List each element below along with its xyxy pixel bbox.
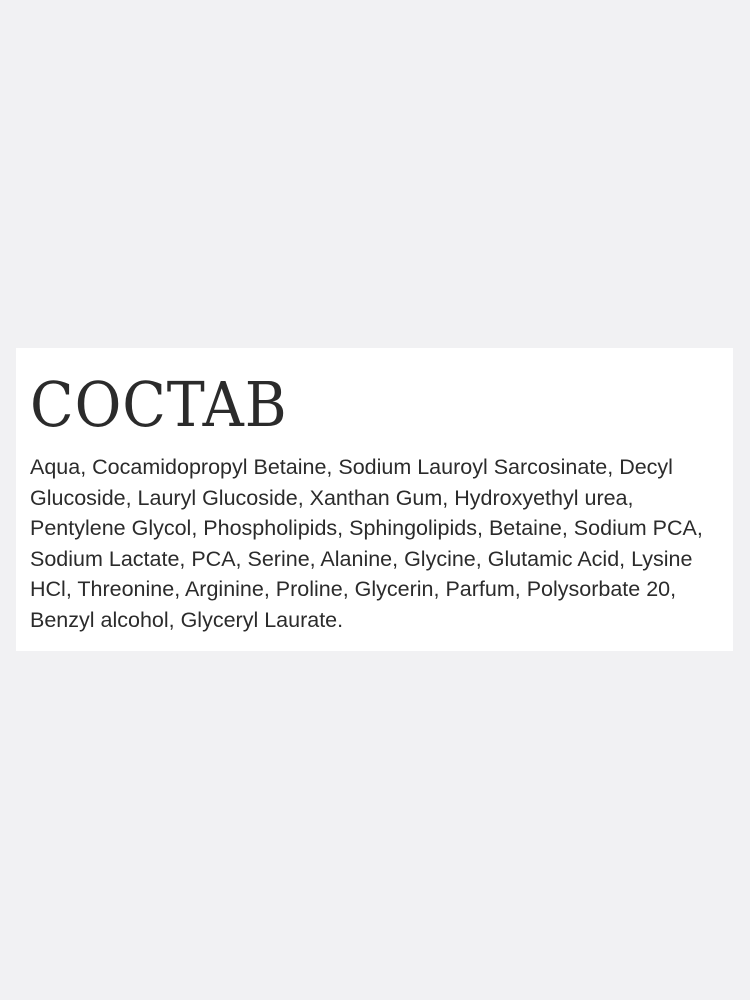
ingredients-line-3: Pentylene Glycol, Phospholipids, Sphingolipids, Betaine, Sodium PCA,	[30, 516, 703, 540]
ingredients-line-4: Sodium Lactate, PCA, Serine, Alanine, Glycine, Glutamic Acid, Lysine	[30, 546, 693, 571]
ingredients-line-2: Glucoside, Lauryl Glucoside, Xanthan Gum, Hydroxyethyl urea,	[30, 485, 634, 510]
ingredients-card	[16, 348, 733, 651]
ingredients-line-6: Benzyl alcohol, Glyceryl Laurate.	[30, 607, 344, 632]
ingredients-list	[30, 452, 730, 635]
ingredients-line-5: HCl, Threonine, Arginine, Proline, Glycerin, Parfum, Polysorbate 20,	[30, 577, 677, 601]
ingredients-line-1: Aqua, Cocamidopropyl Betaine, Sodium Lauroyl Sarcosinate, Decyl	[30, 455, 673, 479]
composition-heading: COCTAB	[30, 368, 288, 441]
